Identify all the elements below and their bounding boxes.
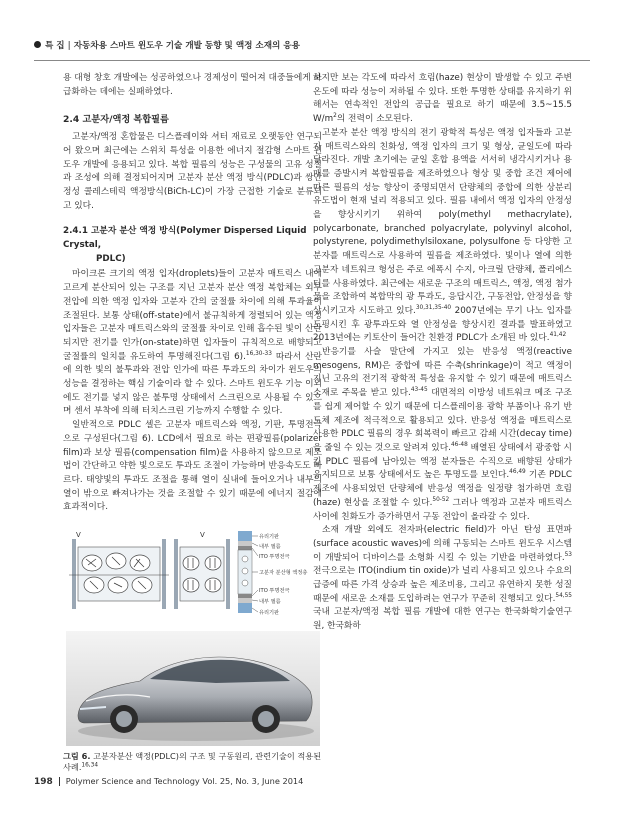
superscript: 2: [333, 113, 337, 120]
paragraph: [313, 127, 572, 346]
citation: 16,34: [81, 762, 99, 769]
citation: 46-48: [450, 442, 468, 449]
header-title: 자동차용 스마트 윈도우 기술 개발 동향 및 액정 소재의 응용: [73, 41, 300, 51]
header-rule: [34, 60, 590, 61]
paragraph: [313, 524, 572, 634]
citation: 43-45: [410, 387, 428, 394]
paragraph-text: 마이크론 크기의 액정 입자(droplets)들이 고분자 매트릭스 내에 고르게 분산되어 있는 구조를 지닌 고분자 분산 액정 복합체는 외부 전압에 의한 액정 입자와 고분자 간의 굴절률 차이에 의해 투과율이 조절된다. 보통 상태(off-state)에서 불규칙하게 정렬되어 있는 액정 입자들은 고분자 매트릭스와의 굴절률 차이로 인해 흡수된 빛이 산란되지만 전기를 인가(on-state)하면 입자들이 규칙적으로 배향되고 굴절률의 일치를 유도하여 투명해진다(그림 6).: [63, 269, 322, 362]
layer-label: 고분자 분산형 액정층: [259, 570, 308, 577]
citation: 53: [564, 551, 572, 558]
page-number: 198: [34, 777, 53, 787]
journal-citation: Polymer Science and Technology Vol. 25, No. 3, June 2014: [65, 776, 304, 786]
layer-label: ITO 투명전극: [259, 554, 290, 561]
footer-divider: [59, 777, 60, 786]
citation: 54,55: [555, 592, 572, 599]
paragraph-text: 반응기를 사슬 말단에 가지고 있는 반응성 액정(reactive mesogens, RM)은 중합에 따른 수축(shrinkage)이 적고 액정이 지닌 고유의 전기적 광학적 특성을 유지할 수 있기 때문에 매트릭스 소재로 주목을 받고 있다.: [313, 347, 572, 399]
paragraph-text: 소재 개발 외에도 전자파(electric field)가 아닌 탄성 표면파(surface acoustic waves)에 의해 구동되는 스마트 윈도우 시스템이 개발되어 디바이스를 소형화 시킬 수 있는 기반을 마련하였다.: [313, 525, 572, 563]
figure-6: [63, 525, 322, 747]
paragraph: 용 대형 창호 개발에는 성공하였으나 경제성이 떨어져 대중들에게 보급화하는 데에는 실패하였다.: [63, 73, 322, 97]
caption-number: 그림 6.: [63, 751, 91, 762]
citation: 41,42: [549, 332, 567, 339]
paragraph-text: 고분자 분산 액정 방식의 전기 광학적 특성은 액정 입자들과 고분자 매트릭스와의 친화성, 액정 입자의 크기 및 형상, 균일도에 따라 달라진다. 개발 초기에는 균일 혼합 용액을 서서히 냉각시키거나 용매를 증발시켜 복합필름을 제조하였으나 형상 및 중합 조건 제어에 따른 필름의 성능 향상이 중명되면서 단량체의 중합에 의한 상분리 유도법이 현재 널리 적용되고 있다. 필름 내에서 액정 입자의 안정성을 향상시키기 위하여 poly(methyl methacrylate), polycarbonate, branched polyacrylate, polyvinyl alcohol, polystyrene, polydimethylsiloxane, polysulfone 등 다양한 고분자를 매트릭스로 사용하여 필름을 제조하였다. 빛이나 열에 의한 고분자 네트워크 형성은 주로 에폭시 수지, 아크릴 단량체, 폴리에스터를 사용하였다. 최근에는 새로운 구조의 매트릭스, 액정, 액정 첨가물을 조합하여 복합막의 광 투과도, 응답시간, 구동전압, 안정성을 향상시키고자 시도하고 있다.: [313, 127, 572, 316]
citation: 16,30-33: [245, 350, 272, 357]
concept-car-photo: [66, 631, 320, 746]
caption-text: 고분자분산 액정(PDLC)의 구조 및 구동원리, 관련기술이 적용된 사례.: [63, 751, 322, 773]
paragraph: [313, 346, 572, 524]
header-separator: |: [67, 41, 71, 51]
paragraph: [313, 72, 572, 127]
figure-caption: [63, 751, 322, 773]
heading-line-1: 2.4.1 고분자 분산 액정 방식(Polymer Dispersed Liquid Crystal,: [63, 226, 307, 251]
paragraph-text: 하지만 보는 각도에 따라서 흐림(haze) 현상이 발생할 수 있고 주변 온도에 따라 성능이 저하될 수 있다. 또한 투명한 상태를 유지하기 위해서는 연속적인 전압의 공급을 필요로 하기 때문에 3.5~15.5 W/m: [313, 73, 572, 125]
layer-label: ITO 투명전극: [259, 588, 290, 595]
paragraph-text: 그러나 액정과 고분자 매트릭스 사이에 친화도가 증가하면서 구동 전압이 올라갈 수 있다.: [313, 497, 572, 522]
paragraph: 고분자/액정 혼합물은 디스플레이와 셔터 재료로 오랫동안 연구되어 왔으며 최근에는 스위치 특성을 이용한 에너지 절감형 스마트 윈도우 개발에 응용되고 있다. 복합 필름의 성능은 구성물의 고유 성질과 조성에 의해 결정되어지며 고분자 분산 액정 방식(PDLC)과 쌍안정성 콜레스테릭 액정방식(BiCh-LC)이 가장 근접한 기술로 분류되고 있다.: [63, 132, 322, 211]
paragraph-text: 국내 고분자/액정 복합 필름 개발에 대한 연구는 한국화학기술연구원, 한국화하: [313, 607, 572, 632]
paragraph: 일반적으로 PDLC 셀은 고분자 매트릭스와 액정, 기판, 투명전극으로 구성된다(그림 6). LCD에서 필요로 하는 편광필름(polarizer film)과 보상 필름(compensation film)을 사용하지 않으므로 제조법이 간단하고 약한 빛으로도 투과도 조절이 가능하며 반응속도도 빠르다. 태양빛의 투과도 조절을 통해 열이 실내에 들어오거나 내부의 열이 밖으로 빠져나가는 것을 조절할 수 있기 때문에 에너지 절감에 효과적이다.: [63, 420, 322, 513]
svg-text:V: V: [76, 531, 81, 540]
paragraph: [63, 268, 322, 419]
section-label: 특 집: [45, 41, 65, 51]
paragraph-text: 기존 PDLC 제조에 사용되었던 단량체에 반응성 액정을 일정량 첨가하면 흐림(haze) 현상을 조절할 수 있다.: [313, 470, 572, 508]
paragraph-text: 의 전력이 소모된다.: [336, 114, 413, 125]
layer-label: 유리기판: [259, 610, 280, 617]
citation: 46,49: [509, 469, 526, 476]
citation: 50-52: [432, 496, 450, 503]
page-footer: [34, 776, 303, 787]
layer-stack: [238, 531, 252, 613]
pdlc-diagram: [66, 525, 320, 627]
citation: 30,31,35-40: [415, 305, 452, 312]
layer-label: 유리기판: [259, 534, 280, 541]
svg-text:V: V: [200, 531, 205, 540]
paragraph-text: 대면적의 이방성 네트워크 메조 구조를 쉽게 제어할 수 있기 때문에 디스플레이용 광학 부품이나 유기 반도체 제조에 적극적으로 활용되고 있다. 반응성 액정을 매트릭스로 사용한 PDLC 필름의 경우 회복력이 빠르고 감쇄 시간(decay time)을 줄일 수 있는 것으로 알려져 있다.: [313, 388, 572, 453]
heading-line-2: PDLC): [96, 253, 126, 264]
right-column: [313, 72, 572, 634]
layer-label: 내부 필름: [259, 599, 281, 606]
section-heading-2-4-1: [63, 225, 322, 266]
layer-label: 내부 필름: [259, 544, 281, 551]
paragraph-text: 따라서 산란에 의한 빛의 불투과와 전압 인가에 따른 투과도의 차이가 윈도우의 성능을 결정하는 핵심 기술이라 할 수 있다. 스마트 윈도우 기능 이외에도 전기를 넣지 않은 불투명 상태에서 스크린으로 사용될 수 있으며 센서 부착에 의해 터치스크린 기능까지 수행할 수 있다.: [63, 351, 322, 417]
running-header: [34, 39, 594, 55]
section-heading-2-4: 2.4 고분자/액정 복합필름: [63, 114, 169, 126]
bullet-icon: [34, 41, 41, 48]
left-column: [63, 72, 322, 773]
paragraph-text: 2007년에는 무기 나노 입자를 도핑시킨 후 광투과도와 열 안정성을 향상시킨 결과를 발표하였고 2013년에는 키토산이 들어간 친환경 PDLC가 소개된 바 있다.: [313, 305, 572, 344]
paragraph-text: 전극으로는 ITO(indium tin oxide)가 널리 사용되고 있으나 수요의 급증에 따른 가격 상승과 높은 제조비용, 그리고 유연하지 못한 성질 때문에 새로운 소재를 도입하려는 연구가 꾸준히 진행되고 있다.: [313, 566, 572, 604]
paragraph-text: 배열된 상태에서 광중합 시킨 PDLC 필름에 남아있는 액정 분자들은 수직으로 배향된 상태가 유지되므로 보통 상태에서도 높은 투명도를 보인다.: [313, 442, 572, 481]
